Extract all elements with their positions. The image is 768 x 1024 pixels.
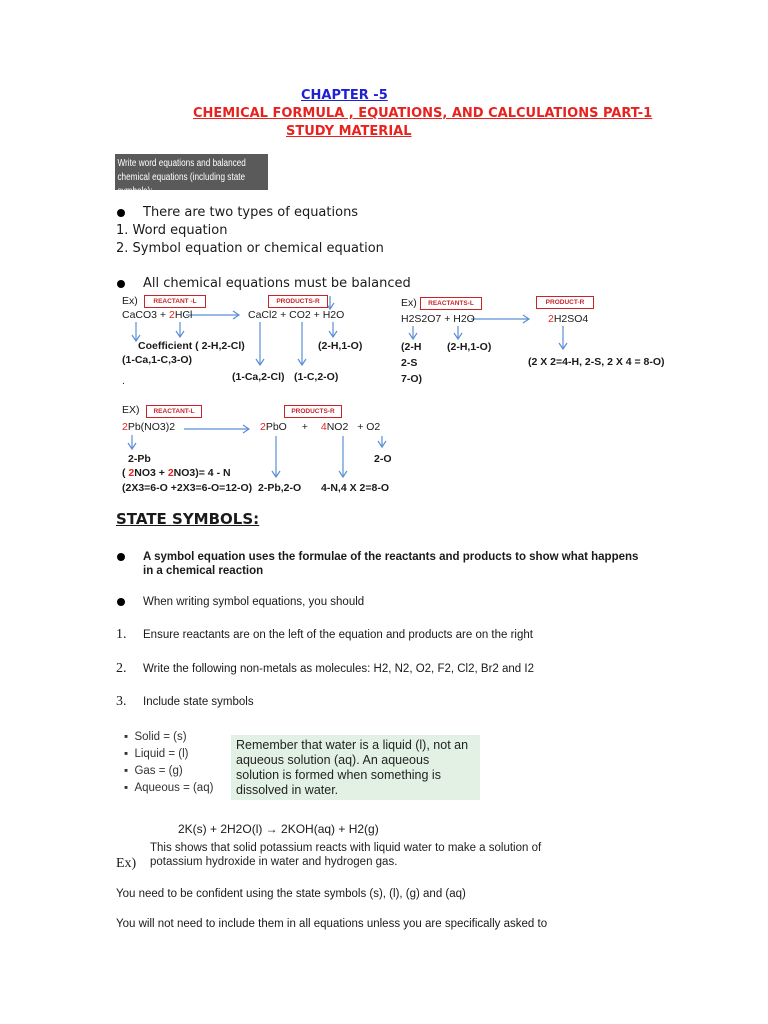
objective-banner-text: Write word equations and balanced chemical equations (including state symbols): [117, 158, 246, 197]
example-explanation: This shows that solid potassium reacts with liquid water to make a solution of potassium hydroxide in water and hydrogen gas. [150, 842, 542, 868]
example1-equation-right: CaCl2 + CO2 + H2O [248, 309, 345, 321]
example1-water-count: (2-H,1-O) [318, 340, 363, 352]
types-bullet-text: There are two types of equations [143, 205, 359, 220]
state-symbols-heading: STATE SYMBOLS: [116, 510, 260, 528]
example1-equation-reactants: CaCO3 + [122, 309, 169, 321]
example2-count-s: 2-S [401, 357, 418, 369]
water-note-box [231, 735, 480, 800]
coefficient: 2 [168, 309, 175, 321]
example3-reactant-formula: Pb(NO3)2 [127, 421, 176, 433]
example1-ex-label: Ex) [122, 295, 138, 307]
example2-water-count: (2-H,1-O) [447, 341, 492, 353]
example3-plus: + [301, 421, 308, 433]
document-subtitle: STUDY MATERIAL [286, 124, 412, 139]
example3-reactant-box: REACTANT-L [146, 405, 202, 418]
list-number: 2. [116, 661, 127, 676]
coefficient: 2 [167, 467, 174, 479]
example-ex-label: Ex) [116, 856, 137, 871]
coefficient: 2 [122, 421, 128, 433]
example3-products [260, 422, 380, 433]
chapter-heading: CHAPTER -5 [301, 88, 388, 103]
state-label: Gas = (g) [134, 765, 183, 777]
list-number: 1. [116, 627, 127, 642]
state-label: Solid = (s) [134, 731, 187, 743]
example2-equation-left: H2S2O7 + H2O [401, 313, 475, 325]
example2-product [548, 314, 588, 325]
example-figure-1 [118, 292, 665, 388]
example1-cacl2-count: (1-Ca,2-Cl) [232, 371, 285, 383]
example3-o2-count: 2-O [374, 453, 392, 465]
coefficient: 2 [128, 467, 135, 479]
example1-product-box: PRODUCTS-R [268, 295, 328, 308]
example3-o-count: (2X3=6-O +2X3=6-O=12-O) [122, 482, 253, 494]
type-word-equation: 1. Word equation [116, 223, 228, 238]
example1-reactant-box: REACTANT -L [144, 295, 206, 308]
example2-reactant-box: REACTANTS-L [420, 297, 482, 310]
coefficient: 4 [320, 421, 327, 433]
example3-n-post: NO3)= 4 - N [173, 467, 231, 479]
example1-dot: . [122, 375, 125, 387]
example3-pb-count: 2-Pb [128, 453, 151, 465]
type-symbol-equation: 2. Symbol equation or chemical equation [116, 241, 384, 256]
coefficient: 2 [548, 313, 554, 325]
example1-equation-left [122, 310, 192, 321]
example3-pbo-count: 2-Pb,2-O [258, 482, 302, 494]
example2-count-o: 7-O) [401, 373, 422, 385]
example3-n-count [122, 468, 231, 479]
balanced-bullet-text: All chemical equations must be balanced [143, 276, 411, 291]
state-item-liquid: ▪ Liquid = (l) [124, 748, 189, 760]
objective-banner [115, 154, 268, 197]
state-item-aqueous: ▪ Aqueous = (aq) [124, 782, 214, 794]
not-needed-text: You will not need to include them in all equations unless you are specifically asked to [116, 918, 548, 930]
state-label: Liquid = (l) [134, 748, 189, 760]
example1-co2-count: (1-C,2-O) [294, 371, 339, 383]
example3-n-pre: ( [122, 467, 129, 479]
state-list [124, 729, 213, 797]
example2-product-box: PRODUCT-R [536, 296, 594, 309]
state-item-solid: ▪ Solid = (s) [124, 731, 187, 743]
bullet-dot [117, 280, 125, 288]
example3-o2: + O2 [357, 421, 381, 433]
state-label: Aqueous = (aq) [134, 782, 214, 794]
example1-left-count: (1-Ca,1-C,3-O) [122, 354, 193, 366]
example2-product-formula: H2SO4 [553, 313, 589, 325]
coefficient: 2 [260, 421, 266, 433]
example3-n-mid: NO3 + [134, 467, 168, 479]
list-item-text: Write the following non-metals as molecules: H2, N2, O2, F2, Cl2, Br2 and I2 [143, 663, 534, 675]
bullet-dot [117, 553, 125, 561]
bullet-dot [117, 209, 125, 217]
example2-count-h: (2-H [401, 341, 422, 353]
confident-text: You need to be confident using the state symbols (s), (l), (g) and (aq) [116, 888, 466, 900]
example3-reactant [122, 422, 175, 433]
writing-symbol-equations-text: When writing symbol equations, you should [143, 596, 365, 608]
list-item-text: Include state symbols [143, 696, 254, 708]
example1-hcl: HCl [174, 309, 193, 321]
water-note-text: Remember that water is a liquid (l), not an aqueous solution (aq). An aqueous solution is formed when something is dissolved in water. [236, 738, 469, 797]
symbol-equation-definition: A symbol equation uses the formulae of the reactants and products to show what happens in a chemical reaction [143, 551, 639, 577]
example3-pbo: PbO [265, 421, 287, 433]
example3-no2: NO2 [326, 421, 349, 433]
example2-ex-label: Ex) [401, 297, 417, 309]
example-equation: 2K(s) + 2H2O(l) → 2KOH(aq) + H2(g) [178, 822, 379, 836]
list-number: 3. [116, 694, 127, 709]
document-title: CHEMICAL FORMULA , EQUATIONS, AND CALCULATIONS PART-1 [193, 106, 653, 121]
example3-no2-count: 4-N,4 X 2=8-O [321, 482, 389, 494]
example-figure-2 [118, 400, 408, 496]
state-item-gas: ▪ Gas = (g) [124, 765, 183, 777]
bullet-dot [117, 598, 125, 606]
example3-product-box: PRODUCTS-R [284, 405, 342, 418]
list-item-text: Ensure reactants are on the left of the equation and products are on the right [143, 629, 533, 641]
coefficient-label: Coefficient ( 2-H,2-Cl) [138, 340, 245, 352]
example2-product-count: (2 X 2=4-H, 2-S, 2 X 4 = 8-O) [528, 356, 665, 368]
example3-ex-label: EX) [122, 404, 140, 416]
